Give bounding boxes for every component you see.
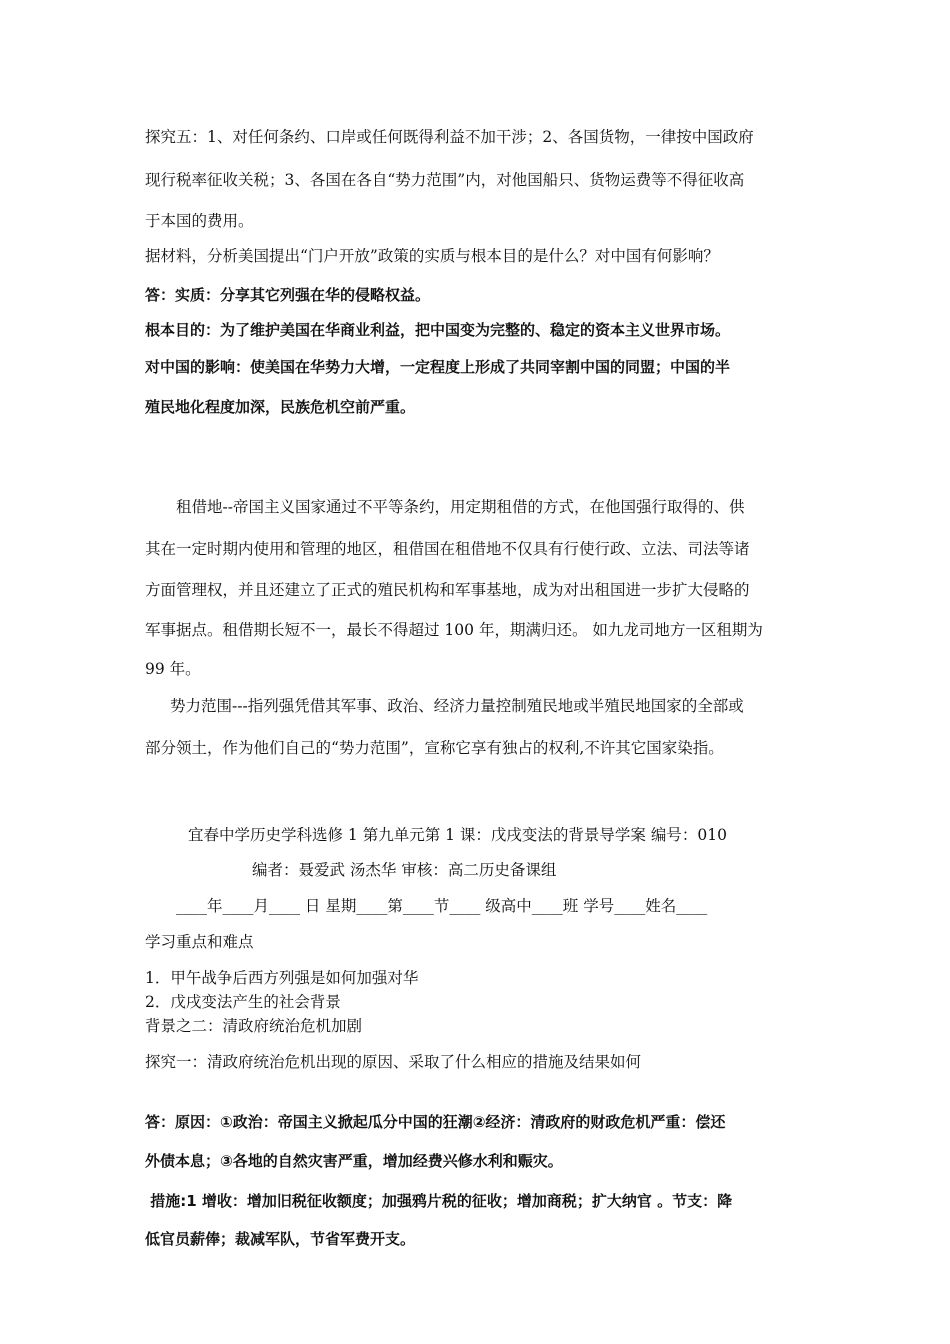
lease-definition-line-5: 99 年。 (145, 660, 201, 678)
answer2-line-2: 外债本息；③各地的自然灾害严重，增加经费兴修水利和赈灾。 (145, 1152, 563, 1170)
answer-line-3: 对中国的影响：使美国在华势力大增，一定程度上形成了共同宰割中国的同盟；中国的半 (145, 358, 731, 376)
answer2-line-1: 答：原因：①政治：帝国主义掀起瓜分中国的狂潮②经济：清政府的财政危机严重：偿还 (145, 1113, 726, 1131)
inquiry-five-line-3: 于本国的费用。 (145, 212, 254, 230)
inquiry-five-line-2: 现行税率征收关税；3、各国在各自“势力范围”内，对他国船只、货物运费等不得征收高 (145, 171, 745, 189)
answer2-line-3: 措施:1 增收：增加旧税征收额度；加强鸦片税的征收；增加商税；扩大纳官 。节支：降 (145, 1192, 733, 1210)
lease-definition-line-4: 军事据点。租借期长短不一，最长不得超过 100 年，期满归还。 如九龙司地方一区租期为 (145, 621, 763, 639)
lease-definition-line-2: 其在一定时期内使用和管理的地区，租借国在租借地不仅具有行使行政、立法、司法等诸 (145, 540, 750, 558)
key-point-2: 2．戊戌变法产生的社会背景 (145, 993, 341, 1011)
background-two: 背景之二：清政府统治危机加剧 (145, 1017, 363, 1035)
inquiry-five-line-1: 探究五：1、对任何条约、口岸或任何既得利益不加干涉；2、各国货物，一律按中国政府 (145, 128, 754, 146)
sphere-definition-line-1: 势力范围---指列强凭借其军事、政治、经济力量控制殖民地或半殖民地国家的全部或 (170, 697, 744, 715)
answer-line-4: 殖民地化程度加深，民族危机空前严重。 (145, 398, 416, 416)
student-info-form: ____年____月____ 日 星期____第____节____ 级高中____班 学号____姓名____ (176, 897, 708, 915)
inquiry-one: 探究一：清政府统治危机出现的原因、采取了什么相应的措施及结果如何 (145, 1053, 642, 1071)
lease-definition-line-3: 方面管理权，并且还建立了正式的殖民机构和军事基地，成为对出租国进一步扩大侵略的 (145, 581, 750, 599)
lesson-title: 宜春中学历史学科选修 1 第九单元第 1 课：戊戌变法的背景导学案 编号：010 (188, 826, 727, 844)
answer-line-1: 答：实质：分享其它列强在华的侵略权益。 (145, 286, 431, 304)
editors-line: 编者：聂爱武 汤杰华 审核：高二历史备课组 (252, 861, 557, 879)
sphere-definition-line-2: 部分领土，作为他们自己的“势力范围”，宣称它享有独占的权利,不许其它国家染指。 (145, 739, 724, 757)
key-points-heading: 学习重点和难点 (145, 933, 254, 951)
answer-line-2: 根本目的：为了维护美国在华商业利益，把中国变为完整的、稳定的资本主义世界市场。 (145, 321, 731, 339)
lease-definition-line-1: 租借地--帝国主义国家通过不平等条约，用定期租借的方式，在他国强行取得的、供 (176, 498, 745, 516)
answer2-line-4: 低官员薪俸；裁减军队，节省军费开支。 (145, 1230, 416, 1248)
question-text: 据材料，分析美国提出“门户开放”政策的实质与根本目的是什么？对中国有何影响？ (145, 247, 719, 265)
key-point-1: 1．甲午战争后西方列强是如何加强对华 (145, 969, 419, 987)
